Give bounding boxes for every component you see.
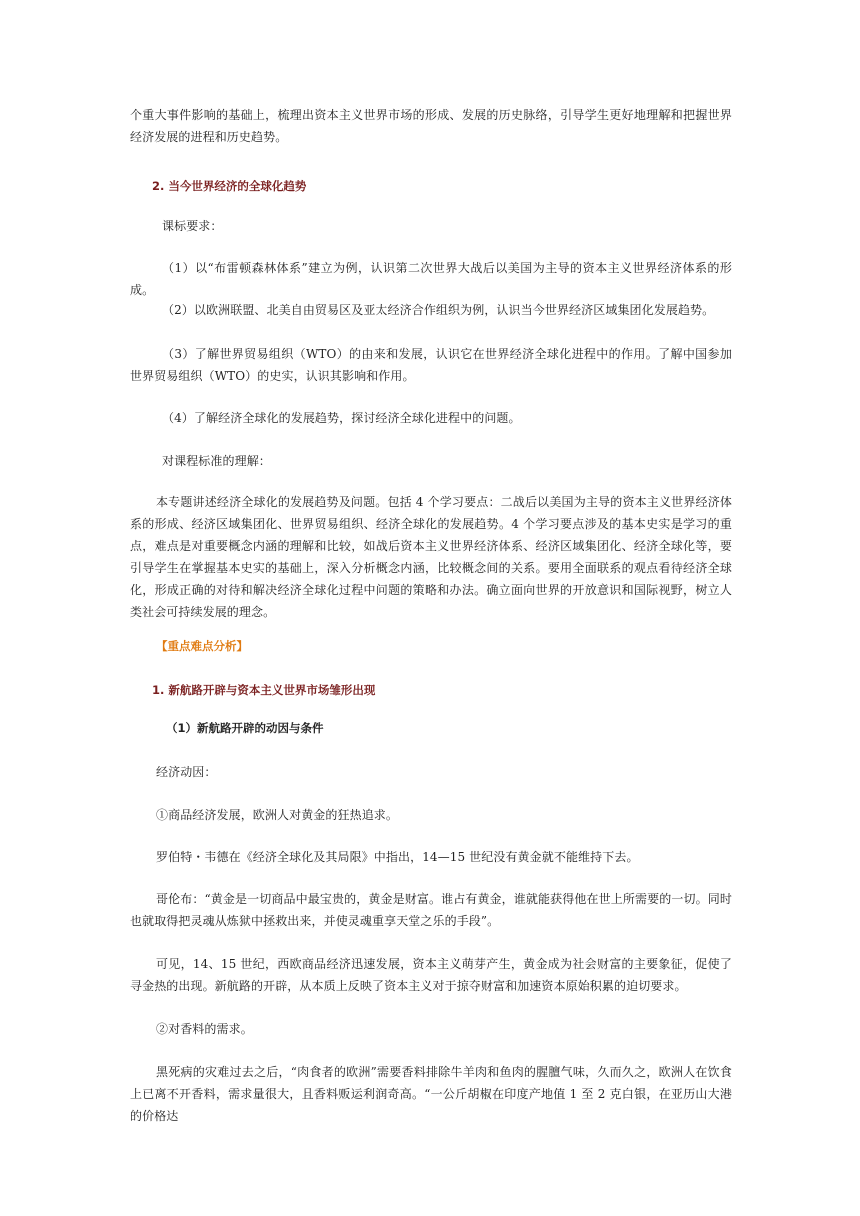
motive-item-spices: ②对香料的需求。 [156, 1022, 253, 1036]
columbus-quote: 哥伦布：“黄金是一切商品中最宝贵的，黄金是财富。谁占有黄金，谁就能获得他在世上所需要的一切。同时也就取得把灵魂从炼狱中拯救出来，并使灵魂重享天堂之乐的手段”。 [130, 892, 732, 928]
motive-item-gold: ①商品经济发展，欧洲人对黄金的狂热追求。 [156, 808, 399, 822]
requirement-4: （4）了解经济全球化的发展趋势，探讨经济全球化进程中的问题。 [162, 411, 521, 425]
economic-motive-label: 经济动因： [156, 765, 217, 779]
requirement-3: （3）了解世界贸易组织（WTO）的由来和发展，认识它在世界经济全球化进程中的作用。了解中国参加世界贸易组织（WTO）的史实，认识其影响和作用。 [130, 347, 732, 383]
section-heading-global-trend: 2. 当今世界经济的全球化趋势 [152, 179, 307, 193]
subheading-motives: （1）新航路开辟的动因与条件 [166, 721, 324, 735]
understanding-label: 对课程标准的理解： [162, 454, 271, 468]
gold-analysis-paragraph: 可见，14、15 世纪，西欧商品经济迅速发展，资本主义萌芽产生，黄金成为社会财富的主要象征，促使了寻金热的出现。新航路的开辟，从本质上反映了资本主义对于掠夺财富和加速资本原始积累的迫切要求。 [130, 957, 732, 993]
requirement-2: （2）以欧洲联盟、北美自由贸易区及亚太经济合作组织为例，认识当今世界经济区域集团化发展趋势。 [162, 303, 715, 317]
black-death-paragraph: 黑死病的灾难过去之后，“肉食者的欧洲”需要香料排除牛羊肉和鱼肉的腥膻气味，久而久之，欧洲人在饮食上已离不开香料，需求量很大，且香料贩运利润奇高。“一公斤胡椒在印度产地值 1 至 2 克白银，在亚历山大港的价格达 [130, 1065, 732, 1123]
robert-wade-quote: 罗伯特・韦德在《经济全球化及其局限》中指出，14—15 世纪没有黄金就不能维持下去。 [156, 850, 639, 864]
section-heading-new-routes: 1. 新航路开辟与资本主义世界市场雏形出现 [152, 683, 376, 697]
curriculum-requirements-label: 课标要求： [162, 219, 223, 233]
understanding-body: 本专题讲述经济全球化的发展趋势及问题。包括 4 个学习要点：二战后以美国为主导的资本主义世界经济体系的形成、经济区域集团化、世界贸易组织、经济全球化的发展趋势。4 个学习要点涉及的基本史实是学习的重点，难点是对重要概念内涵的理解和比较，如战后资本主义世界经济体系、经济区域集团化、经济全球化等，要引导学生在掌握基本史实的基础上，深入分析概念内涵，比较概念间的关系。要用全面联系的观点看待经济全球化，形成正确的对待和解决经济全球化过程中问题的策略和办法。确立面向世界的开放意识和国际视野，树立人类社会可持续发展的理念。 [130, 495, 733, 619]
key-difficulty-heading: 【重点难点分析】 [156, 639, 248, 653]
intro-paragraph: 个重大事件影响的基础上，梳理出资本主义世界市场的形成、发展的历史脉络，引导学生更好地理解和把握世界经济发展的进程和历史趋势。 [130, 108, 732, 144]
requirement-1: （1）以“布雷顿森林体系”建立为例，认识第二次世界大战后以美国为主导的资本主义世界经济体系的形成。 [130, 261, 732, 297]
